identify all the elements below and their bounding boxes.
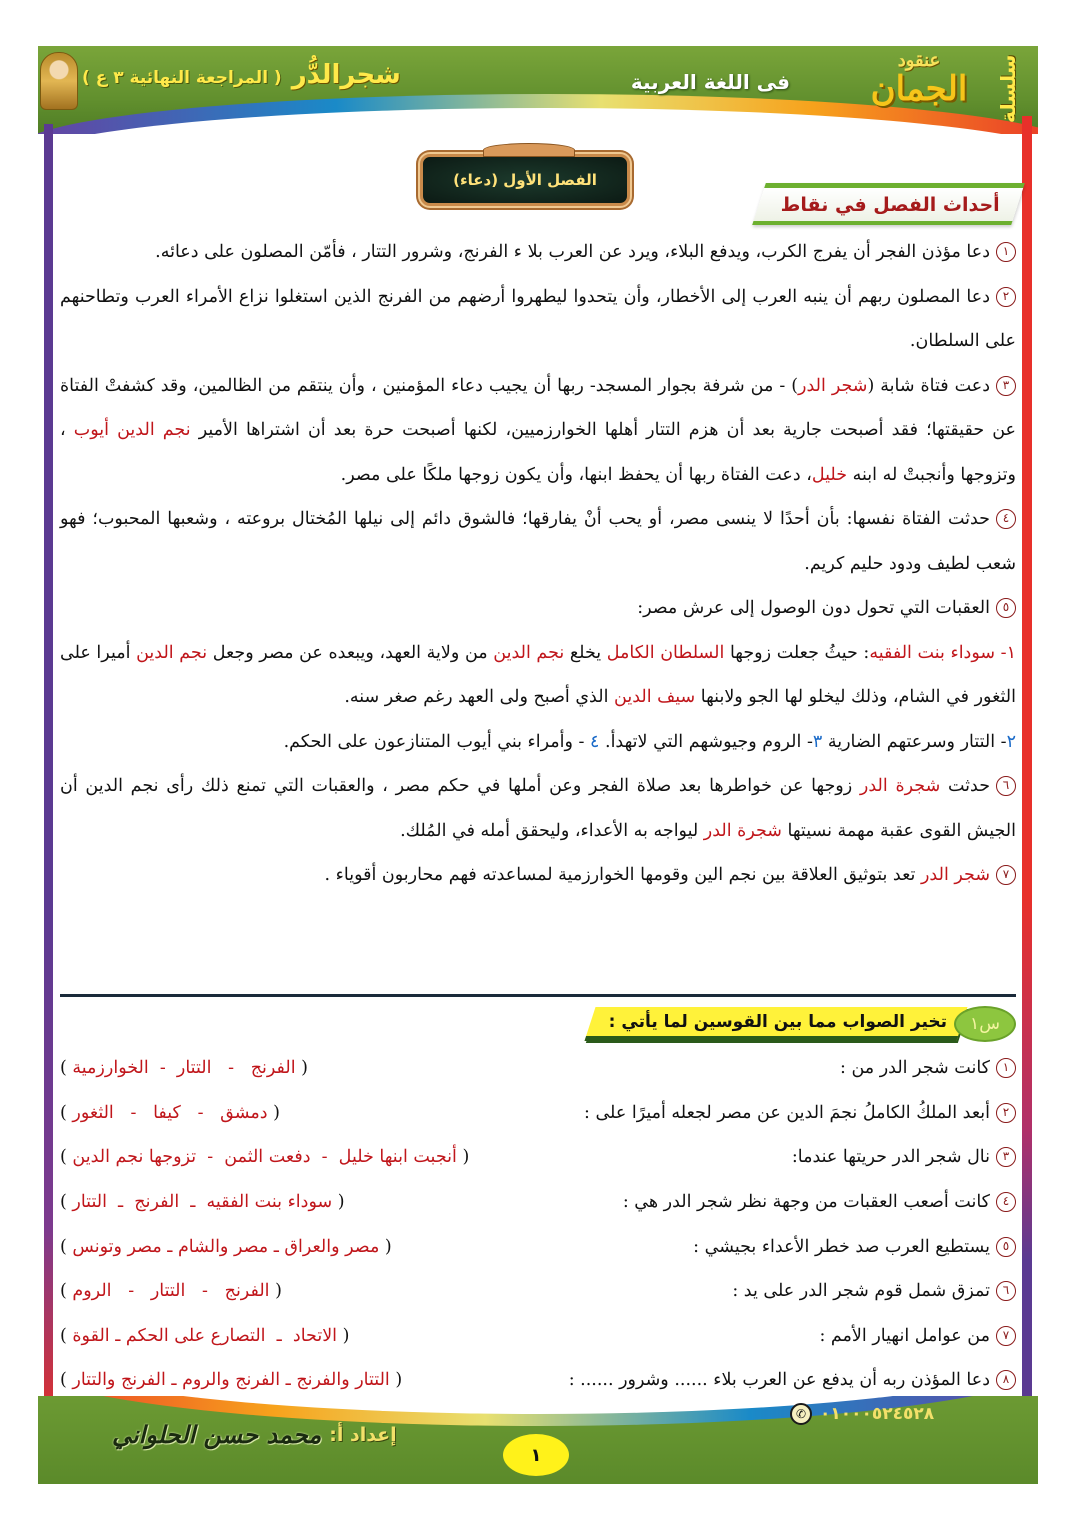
answer-options (60, 1370, 402, 1390)
point-text: دعا المصلون ربهم أن ينبه العرب إلى الأخطار، وأن يتحدوا ليطهروا أرضهم من الفرنج الذين استغلوا نزاع الأمراء العرب وتطاحنهم على السلطان. (60, 286, 1016, 351)
point-text: - وأمراء بني أيوب المتنازعون على الحكم. (283, 731, 591, 752)
worksheet-page (38, 46, 1038, 1484)
event-point (60, 275, 1016, 364)
prepared-by (112, 1420, 397, 1449)
answer-options (60, 1237, 392, 1257)
highlighted-name: شجر الدر (920, 865, 990, 885)
open-paren: ( (267, 1102, 280, 1123)
question-number-icon: ٦ (996, 1281, 1016, 1301)
event-point (60, 364, 1016, 498)
event-point (60, 631, 1016, 720)
question-heading (590, 1004, 1016, 1044)
point-number-icon: ٥ (996, 598, 1016, 618)
answer-options (60, 1147, 469, 1167)
book-name: شجرالدُّر (291, 60, 401, 90)
point-number-icon: ٦ (996, 776, 1016, 796)
close-paren: ) (60, 1325, 73, 1346)
series-label: سلسلة (996, 54, 1020, 124)
point-text: تعد بتوثيق العلاقة بين نجم الين وقومها الخوارزمية لمساعدته فهم محاربون أقوياء . (324, 865, 921, 885)
options-text: الفرنج - التتار - الخوارزمية (72, 1058, 296, 1079)
options-text: الاتحاد ـ التصارع على الحكم ـ القوة (72, 1325, 338, 1346)
question-number-icon: ١ (996, 1058, 1016, 1078)
point-text: دعت فتاة شابة ( (867, 375, 990, 396)
prepared-by-label: إعداد أ: (329, 1423, 397, 1446)
event-point (60, 720, 1016, 765)
open-paren: ( (332, 1192, 345, 1213)
phone-number: ٠١٠٠٠٥٢٤٥٢٨ (820, 1404, 935, 1424)
question-item (60, 1269, 1016, 1314)
highlighted-name: شجرة الدر (859, 776, 941, 796)
question-item (60, 1224, 1016, 1269)
phone-icon: ✆ (790, 1403, 812, 1425)
phone-contact (790, 1403, 934, 1425)
point-text: حدثت الفتاة نفسها: بأن أحدًا لا ينسى مصر، أو يحب أنْ يفارقها؛ فالشوق دائم إلى نيلها المُختال بروعته ، وشعبها المحبوب؛ فهو شعب لطيف ودود حليم كريم. (60, 509, 1016, 574)
highlighted-name: سيف الدين (614, 687, 696, 707)
question-text: نال شجر الدر حريتها عندما: (791, 1147, 990, 1168)
brand-logo (854, 50, 984, 120)
point-text: ، دعت الفتاة ربها أن يحفظ ابنها، وأن يكون زوجها ملكًا على مصر. (340, 464, 812, 485)
chapter-title-plaque (420, 154, 630, 206)
point-number-icon: ٢ (996, 287, 1016, 307)
highlighted-name: خليل (811, 464, 848, 485)
page-number: ١ (503, 1434, 569, 1476)
point-text: أميرا على الثغور في الشام، وذلك ليخلو لها الجو ولابنها (60, 642, 1016, 707)
question-item (60, 1314, 1016, 1359)
close-paren: ) (60, 1058, 73, 1079)
point-text: ) - من شرفة بجوار المسجد- ربها أن يجيب دعاء المؤمنين ، وأن ينتقم من الظالمين، وقد كشفتْ الفتاة عن حقيقتها؛ فقد أصبحت جارية بعد أن هزم التتار أهلها الخوارزميين، لكنها أصبحت حرة بعد أن اشتراها الأمير (60, 375, 1017, 440)
answer-options (60, 1326, 349, 1346)
open-paren: ( (337, 1325, 350, 1346)
open-paren: ( (456, 1147, 470, 1168)
question-stem (584, 1103, 1016, 1123)
frame-right-border (1022, 116, 1032, 1416)
point-text: : حيثُ جعلت زوجها (724, 642, 870, 663)
point-text: ليواجه به الأعداء، وليحقق أمله في المُلك. (400, 820, 704, 841)
question-number-icon: ٥ (996, 1237, 1016, 1257)
point-number-icon: ٧ (996, 865, 1016, 885)
close-paren: ) (60, 1102, 73, 1123)
question-stem (819, 1326, 1016, 1346)
options-text: التتار والفرنج ـ الفرنج والروم ـ الفرنج والتتار (72, 1370, 390, 1391)
open-paren: ( (269, 1281, 282, 1302)
answer-options (60, 1058, 308, 1078)
question-number-icon: ٨ (996, 1370, 1016, 1390)
question-number-icon: ٧ (996, 1326, 1016, 1346)
close-paren: ) (60, 1192, 73, 1213)
highlighted-name: ٤ (590, 731, 600, 752)
close-paren: ) (60, 1281, 73, 1302)
queen-portrait-icon (40, 52, 78, 110)
header-banner (38, 46, 1038, 134)
event-point (60, 586, 1016, 631)
event-points (60, 230, 1016, 898)
question-title-banner (584, 1007, 967, 1041)
options-text: سوداء بنت الفقيه ـ الفرنج ـ التتار (72, 1192, 333, 1213)
open-paren: ( (295, 1058, 308, 1079)
highlighted-name: ١- سوداء بنت الفقيه (869, 642, 1016, 663)
point-text: يخلع (564, 642, 607, 663)
point-text: ، وتزوجها وأنجبتْ له ابنه (60, 420, 1016, 485)
question-number-icon: ٤ (996, 1192, 1016, 1212)
question-stem (569, 1370, 1016, 1390)
review-label: ( المراجعة النهائية ٣ ع ) (82, 68, 282, 88)
highlighted-name: شجرة الدر (703, 820, 782, 841)
book-title (82, 60, 401, 90)
author-signature: محمد حسن الحلواني (112, 1420, 322, 1449)
highlighted-name: ٢ (1006, 731, 1016, 752)
question-text: كانت أصعب العقبات من وجهة نظر شجر الدر هي : (622, 1192, 990, 1213)
section-heading (752, 183, 1025, 225)
question-item (60, 1046, 1016, 1091)
close-paren: ) (60, 1236, 73, 1257)
answer-options (60, 1103, 280, 1123)
question-list (60, 1046, 1016, 1403)
highlighted-name: نجم الدين أيوب (73, 420, 191, 440)
close-paren: ) (60, 1147, 73, 1168)
highlighted-name: السلطان الكامل (606, 642, 725, 663)
highlighted-name: نجم الدين (136, 642, 208, 663)
point-number-icon: ٤ (996, 509, 1016, 529)
point-number-icon: ٣ (996, 376, 1016, 396)
question-stem (693, 1237, 1016, 1257)
options-text: أنجبت ابنها خليل - دفعت الثمن - تزوجها نجم الدين (72, 1147, 457, 1168)
question-text: كانت شجر الدر من : (839, 1058, 990, 1079)
question-number-icon: ٢ (996, 1103, 1016, 1123)
point-text: من ولاية العهد، ويبعده عن مصر وجعل (207, 642, 494, 663)
section-divider (60, 994, 1016, 997)
question-text: أبعد الملكُ الكاملُ نجمَ الدين عن مصر لجعله أميرًا على : (583, 1102, 990, 1123)
event-point (60, 764, 1016, 853)
options-text: دمشق - كيفا - الثغور (72, 1102, 268, 1123)
question-item (60, 1180, 1016, 1225)
answer-options (60, 1192, 345, 1212)
close-paren: ) (60, 1370, 73, 1391)
question-stem (732, 1281, 1016, 1301)
question-stem (840, 1058, 1016, 1078)
question-title: تخير الصواب مما بين القوسين لما يأتي : (608, 1011, 947, 1032)
point-text: حدثت (940, 776, 991, 796)
highlighted-name: ٣ (812, 731, 823, 752)
question-number-badge: س١ (954, 1006, 1016, 1042)
question-item (60, 1135, 1016, 1180)
highlighted-name: نجم الدين (493, 642, 565, 663)
point-text: الذي أصبح ولى العهد رغم صغر سنه. (344, 687, 614, 707)
options-text: الفرنج - التتار - الروم (72, 1281, 270, 1302)
point-number-icon: ١ (996, 242, 1016, 262)
section-heading-text: أحداث الفصل في نقاط (780, 193, 1000, 216)
event-point (60, 230, 1016, 275)
open-paren: ( (389, 1370, 403, 1391)
options-text: مصر والعراق ـ مصر والشام ـ مصر وتونس (72, 1236, 380, 1257)
highlighted-name: شجر الدر (798, 375, 868, 396)
question-text: تمزق شمل قوم شجر الدر على يد : (732, 1281, 990, 1302)
question-text: دعا المؤذن ربه أن يدفع عن العرب بلاء ...... وشرور ...... : (568, 1370, 990, 1391)
question-stem (623, 1192, 1016, 1212)
chapter-title: الفصل الأول (دعاء) (453, 171, 597, 189)
question-text: يستطيع العرب صد خطر الأعداء بجيشي : (693, 1236, 990, 1257)
question-text: من عوامل انهيار الأمم : (819, 1325, 990, 1346)
subject-label: فى اللغة العربية (630, 70, 790, 94)
answer-options (60, 1281, 282, 1301)
point-text: - الروم وجيوشهم التي لاتهدأ. (599, 731, 813, 752)
point-text: دعا مؤذن الفجر أن يفرج الكرب، ويدفع البلاء، ويرد عن العرب بلا ء الفرنج، وشرور التتار ، فأمّن المصلون على دعائه. (155, 242, 990, 262)
open-paren: ( (379, 1236, 392, 1257)
question-number-icon: ٣ (996, 1147, 1016, 1167)
question-item (60, 1091, 1016, 1136)
brand-logo-top: عنقود (897, 50, 941, 71)
question-stem (792, 1147, 1016, 1167)
brand-logo-main: الجمان (870, 69, 968, 109)
point-text: زوجها عن خواطرها بعد صلاة الفجر وعن أملها في حكم مصر ، والعقبات التي تمنع ذلك رأى نجم الدين أن الجيش القوى عقبة مهمة نسيتها (60, 776, 1016, 841)
event-point (60, 497, 1016, 586)
event-point (60, 853, 1016, 898)
point-text: - التتار وسرعتهم الضارية (822, 731, 1007, 752)
frame-left-border (44, 124, 53, 1424)
point-text: العقبات التي تحول دون الوصول إلى عرش مصر: (637, 598, 990, 618)
